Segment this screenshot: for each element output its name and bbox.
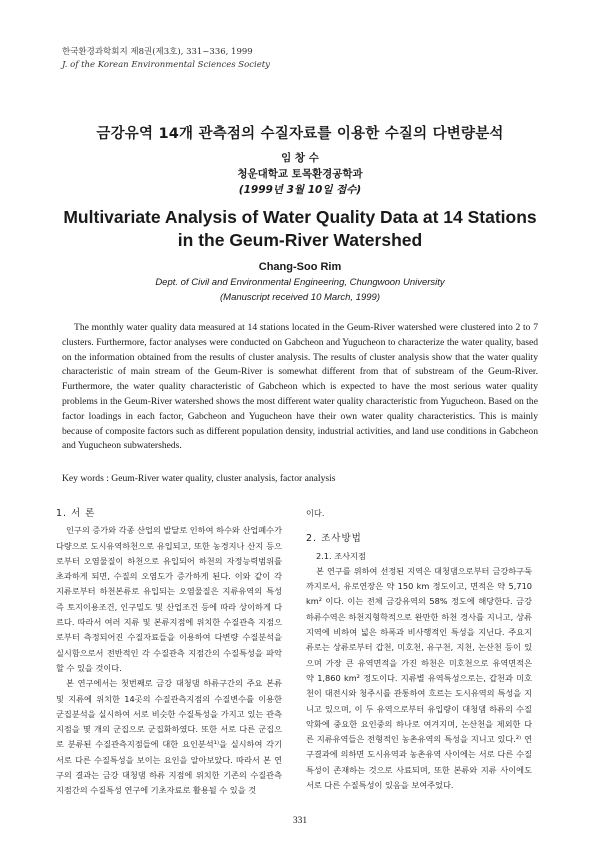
methods-paragraph-1: 본 연구를 위하여 선정된 지역은 대청댐으로부터 금강하구둑까지로서, 유로연장은 약 150 km 정도이고, 면적은 약 5,710 km² 이다. 이는 전체 금강유역의 58% 정도에 해당한다. 금강하류수역은 하천지형학적으로 완만한 하천 경사를 지니고, 상류지역에 비하여 넓은 하폭과 비사행적인 특성을 지닌다. 주요지류로는 상류로부터 갑천, 미호천, 유구천, 지천, 논산천 등이 있으며 가장 큰 유역면적을 가진 하천은 미호천으로 유역면적은 약 1,860 km² 정도이다. 지류별 유역특성으로는, 갑천과 미호천이 대전시와 청주시를 관통하여 흐르는 도시유역의 특성을 지니고 있으며, 이 두 유역으로부터 유입량이 대청댐 하류의 수질악화에 중요한 요인중의 하나로 여겨지며, 논산천을 제외한 다른 지류유역들은 전형적인 농촌유역의 특성을 지니고 있다.²⁾ 연구결과에 의하면 도시유역과 농촌유역 사이에는 서로 다른 수질특성이 존재하는 것으로 사료되며, 또한 본류와 지류 사이에도 서로 다른 수질특성이 있음을 보여주었다. (306, 565, 532, 791)
left-column (56, 506, 282, 799)
korean-title: 금강유역 14개 관측점의 수질자료를 이용한 수질의 다변량분석 (96, 126, 504, 142)
section-2-heading: 2. 조사방법 (306, 533, 362, 545)
korean-author: 임 창 수 (281, 152, 319, 164)
english-title (0, 206, 600, 252)
journal-name-en: J. of the Korean Environmental Sciences Society (62, 60, 270, 70)
section-1-heading: 1. 서 론 (56, 508, 96, 519)
abstract: The monthly water quality data measured at 14 stations located in the Geum-River watershed were clustered into 2 to 7 clusters. Furthermore, factor analyses were conducted on Gabcheon and Yugucheon to characterize the water quality, based on the information obtained from the results of cluster analysis. The results of cluster analysis show that the water quality characteristic of main stream of the Geum-River is somewhat different from that of substream of the Geum-River. Furthermore, the water quality characteristic of Gabcheon which is expected to have the most serious water quality problems in the Geum-River watershed shows the most different water quality characteristic from Yugucheon. Based on the factor loadings in each factor, Gabcheon and Yugucheon have their own water quality characteristics. This is mainly because of composite factors such as different population density, industrial activities, and land use conditions in Gabcheon and Yugucheon subwatersheds. (62, 322, 538, 452)
right-column (306, 506, 532, 793)
keywords: Key words : Geum-River water quality, cluster analysis, factor analysis (62, 473, 336, 484)
korean-affiliation: 청운대학교 토목환경공학과 (237, 168, 363, 180)
intro-paragraph-1: 인구의 증가와 각종 산업의 발달로 인하여 하수와 산업폐수가 다량으로 도시유역하천으로 유입되고, 또한 농경지나 산지 등으로부터 오염물질이 하천으로 유입되어 하천의 자정능력범위를 초과하게 되면, 수질의 오염도가 증가하게 된다. 이와 같이 각 지류로부터 하천본류로 유입되는 오염물질은 지류유역의 특성 즉 토지이용조건, 인구밀도 및 산업조건 등에 따라 상이하게 다르다. 따라서 여러 지류 및 본류지점에 위치한 수질관측 지점으로부터 측정되어진 수질자료들을 이용하여 다변량 수질분석을 실시함으로서 전반적인 각 수질관측 지점간의 수질특성을 파악할 수 있을 것이다. (56, 525, 282, 673)
subsection-2-1-heading: 2.1. 조사지점 (316, 550, 366, 561)
korean-received-date: (1999년 3월 10일 접수) (238, 184, 362, 196)
page-number: 331 (292, 816, 308, 826)
intro-paragraph-2: 본 연구에서는 첫번째로 금강 대청댐 하류구간의 주요 본류 및 지류에 위치한 14곳의 수질관측지점의 수질변수를 이용한 군집분석을 실시하여 서로 비슷한 수질특성을 가지고 있는 관측지점을 몇 개의 군집으로 군집화하였다. 또한 서로 다른 군집으로 분류된 수질관측지점들에 대한 요인분석¹⁾을 실시하여 각기 서로 다른 수질특성을 보이는 요인을 알아보았다. 따라서 본 연구의 결과는 금강 대청댐 하류 지점에 위치한 기존의 수질관측 지점간의 수질특성 연구에 기초자료로 활용될 수 있을 것 (56, 678, 282, 796)
intro-continuation: 이다. (306, 508, 325, 518)
english-received-date: (Manuscript received 10 March, 1999) (220, 292, 380, 303)
english-affiliation: Dept. of Civil and Environmental Engineering, Chungwoon University (155, 277, 445, 288)
running-header (62, 46, 270, 72)
english-author: Chang-Soo Rim (258, 261, 342, 273)
journal-citation-ko: 한국환경과학회지 제8권(제3호), 331~336, 1999 (62, 47, 253, 57)
english-title-line1: Multivariate Analysis of Water Quality Data at 14 Stations (63, 207, 537, 227)
english-title-line2: in the Geum-River Watershed (177, 230, 423, 250)
